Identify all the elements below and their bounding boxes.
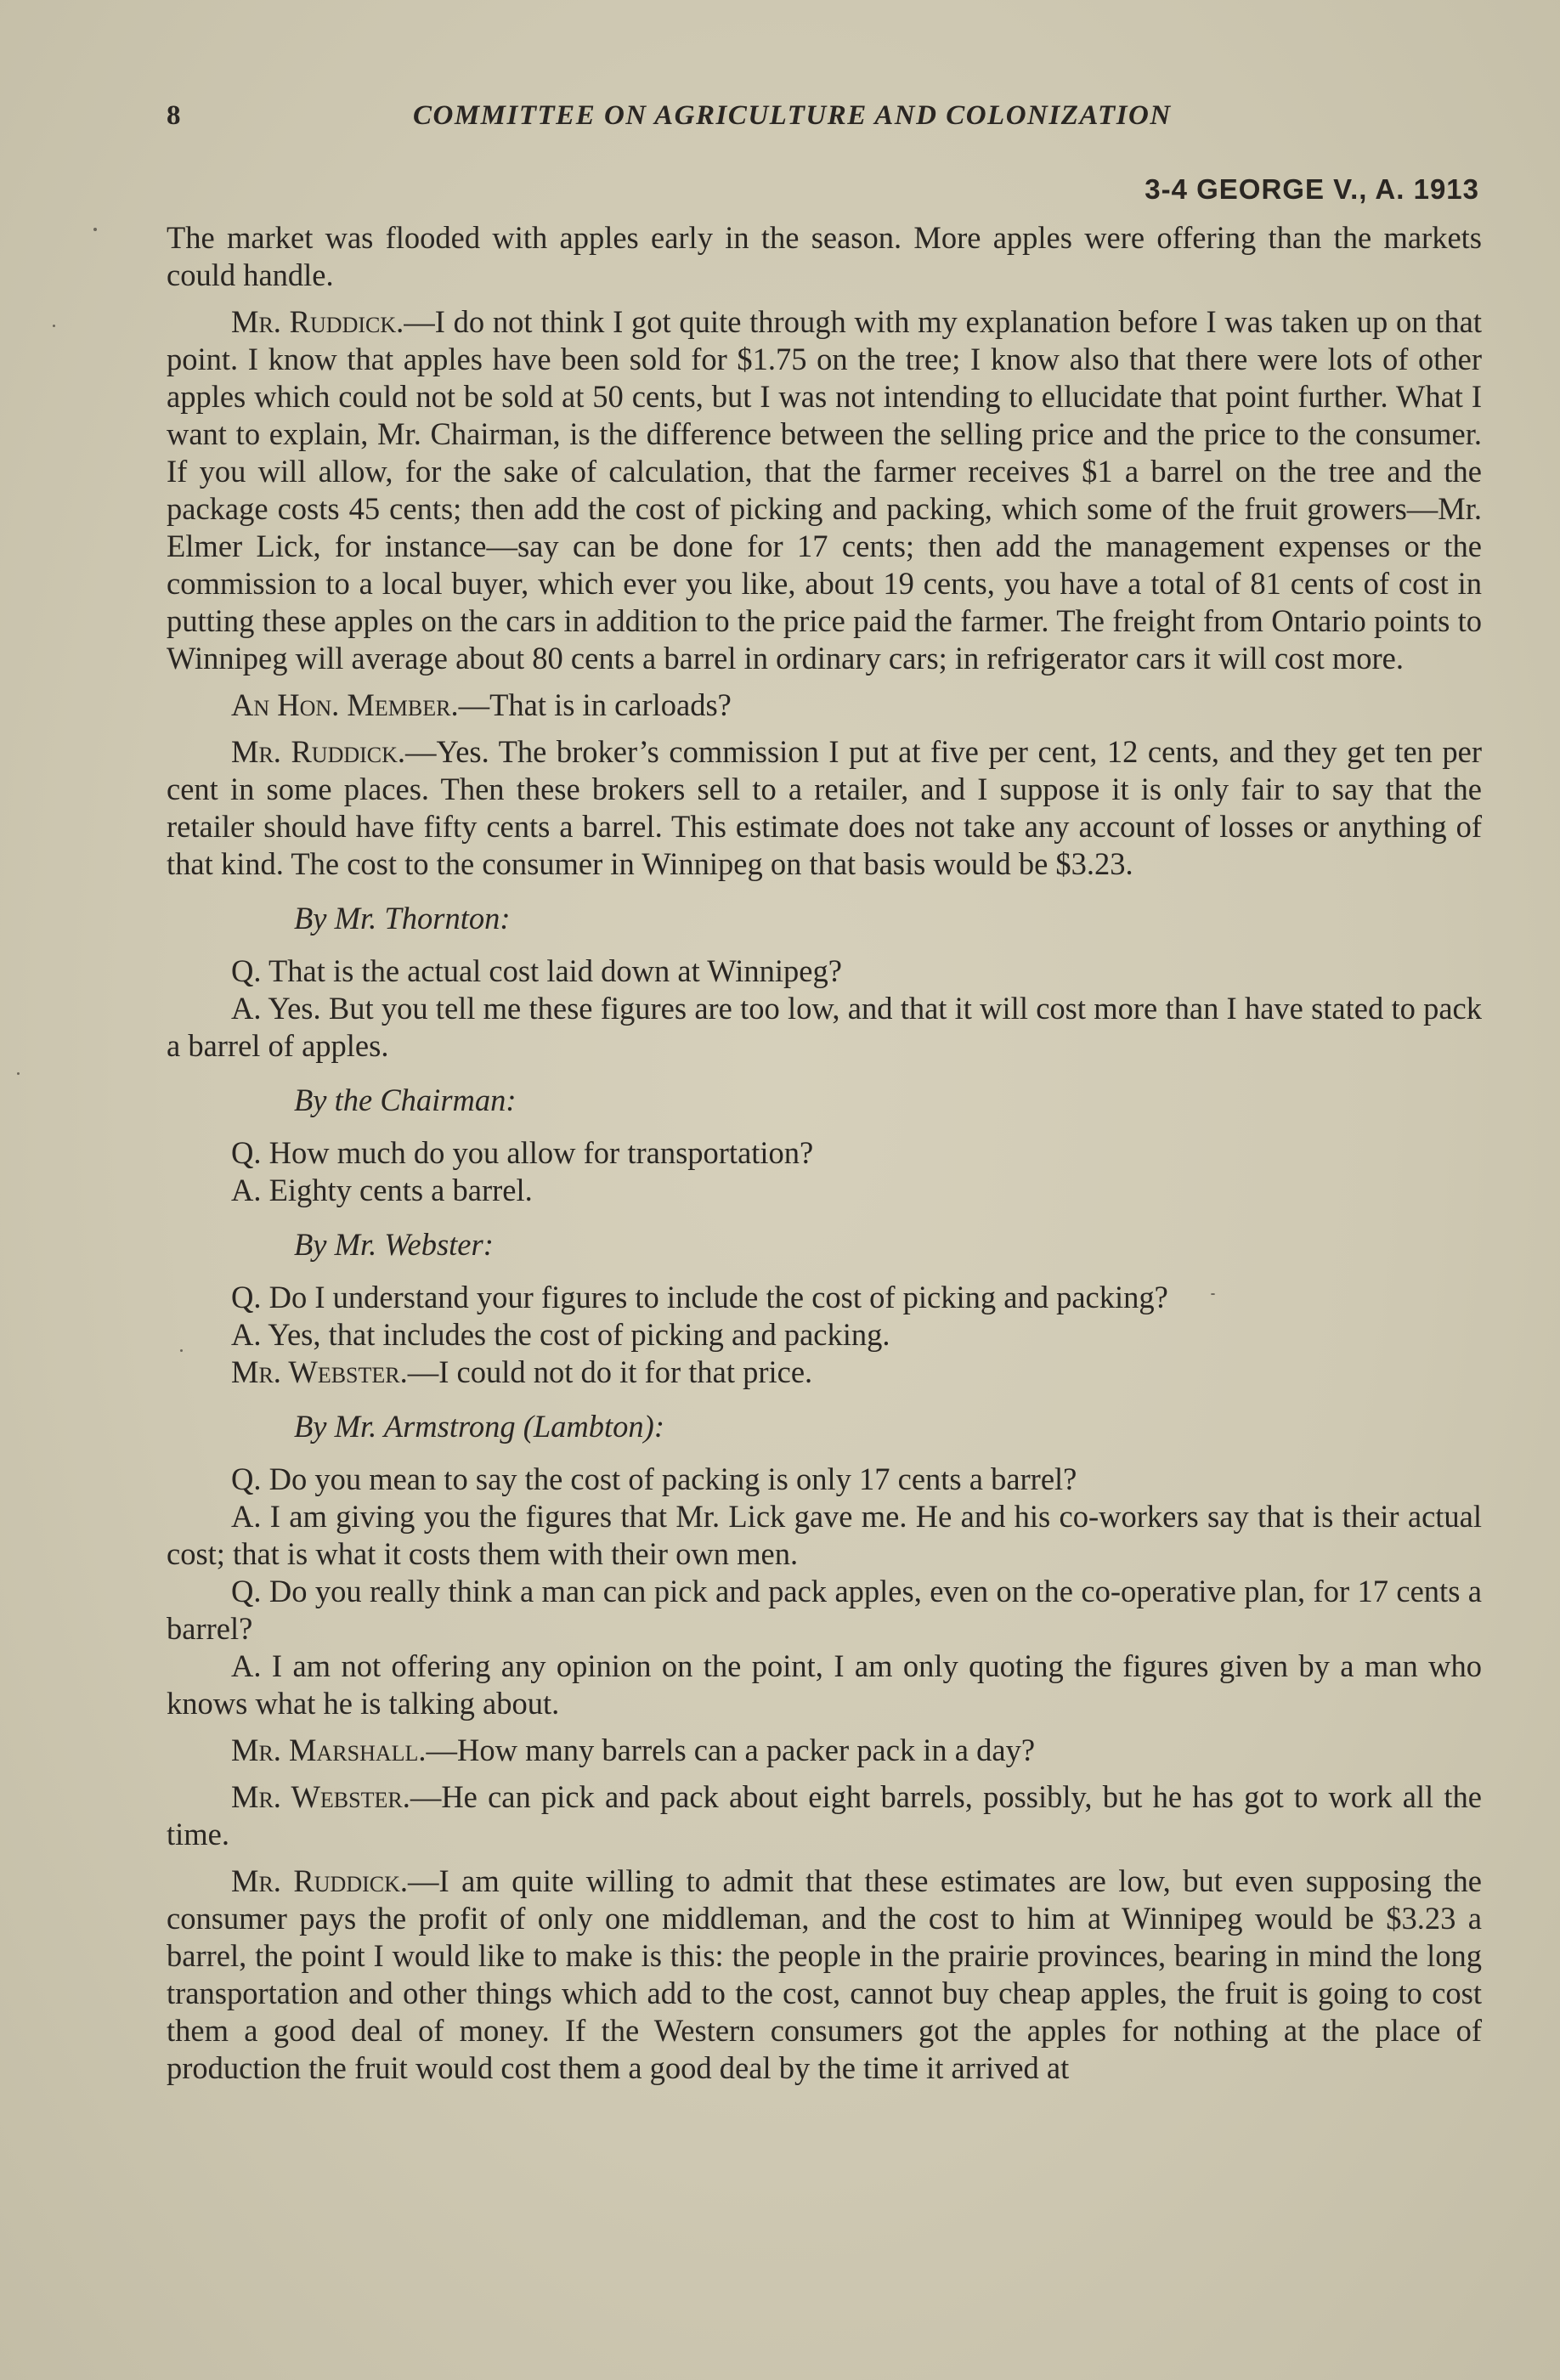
paper-speck bbox=[180, 1349, 183, 1352]
running-title: COMMITTEE ON AGRICULTURE AND COLONIZATION bbox=[413, 100, 1172, 131]
speech-text: —Yes. The broker’s commission I put at five per cent, 12 cents, and they get ten per cent in some places. Then these brokers sell to a retailer, and I suppose it is only fair to say that the retailer should have fifty cents a barrel. This estimate does not take any account of losses or anything of that kind. The cost to the consumer in Winnipeg on that basis would be $3.23. bbox=[167, 734, 1483, 881]
answer-text: A. I am giving you the figures that Mr. Lick gave me. He and his co-workers say that is their actual cost; that is what it costs them with their own men. bbox=[167, 1499, 1482, 1571]
speaker-name: Mr. Marshall. bbox=[231, 1733, 427, 1767]
question-text: Q. That is the actual cost laid down at Winnipeg? bbox=[231, 953, 842, 988]
paragraph bbox=[167, 219, 1482, 294]
paper-speck bbox=[17, 1072, 20, 1075]
speech-paragraph bbox=[167, 733, 1482, 883]
speech-text: —How many barrels can a packer pack in a day? bbox=[426, 1733, 1036, 1767]
speaker-name: An Hon. Member. bbox=[231, 687, 459, 722]
speech-paragraph bbox=[167, 1354, 1482, 1391]
paper-speck bbox=[53, 325, 55, 327]
examiner-heading: By Mr. Webster: bbox=[294, 1227, 494, 1262]
question-text: Q. Do you really think a man can pick and pack apples, even on the co-operative plan, for 17 cents a barrel? bbox=[167, 1574, 1482, 1646]
answer bbox=[167, 1172, 1482, 1209]
question bbox=[167, 953, 1482, 990]
speech-text: —That is in carloads? bbox=[458, 687, 732, 722]
question bbox=[167, 1279, 1482, 1316]
speaker-name: Mr. Ruddick. bbox=[231, 734, 406, 769]
speaker-name: Mr. Webster. bbox=[231, 1354, 408, 1389]
answer-text: A. I am not offering any opinion on the point, I am only quoting the figures given by a man who knows what he is talking about. bbox=[167, 1648, 1482, 1721]
question bbox=[167, 1573, 1482, 1648]
examiner-heading: By Mr. Thornton: bbox=[294, 901, 511, 936]
question bbox=[167, 1461, 1482, 1498]
question-text: Q. How much do you allow for transportation? bbox=[231, 1135, 814, 1170]
speech-text: —I could not do it for that price. bbox=[407, 1354, 813, 1389]
question bbox=[167, 1134, 1482, 1172]
speech-text: —I am quite willing to admit that these estimates are low, but even supposing the consumer pays the profit of only one middleman, and the cost to him at Winnipeg would be $3.23 a barrel, the point I would like to make is this: the people in the prairie provinces, bearing in mind the long transportation and other things which add to the cost, cannot buy cheap apples, the fruit is going to cost them a good deal of money. If the Western consumers got the apples for nothing at the place of production the fruit would cost them a good deal by the time it arrived at bbox=[167, 1863, 1482, 2085]
answer-text: A. Yes. But you tell me these figures are too low, and that it will cost more than I have stated to pack a barrel of apples. bbox=[167, 991, 1482, 1063]
answer bbox=[167, 990, 1482, 1065]
session-label: 3-4 GEORGE V., A. 1913 bbox=[1145, 173, 1479, 205]
speaker-name: Mr. Ruddick. bbox=[231, 1863, 408, 1898]
answer bbox=[167, 1316, 1482, 1354]
paragraph-text: The market was flooded with apples early in the season. More apples were offering than the markets could handle. bbox=[167, 220, 1482, 292]
examiner-heading: By the Chairman: bbox=[294, 1083, 517, 1117]
speech-paragraph bbox=[167, 1778, 1482, 1853]
answer-text: A. Yes, that includes the cost of picking and packing. bbox=[231, 1317, 890, 1352]
speech-paragraph bbox=[167, 1863, 1482, 2087]
speech-paragraph bbox=[167, 303, 1482, 677]
answer-text: A. Eighty cents a barrel. bbox=[231, 1173, 533, 1207]
speaker-name: Mr. Webster. bbox=[231, 1779, 410, 1814]
examiner-heading: By Mr. Armstrong (Lambton): bbox=[294, 1409, 664, 1444]
page-number: 8 bbox=[167, 100, 182, 131]
question-text: Q. Do I understand your figures to include the cost of picking and packing? bbox=[231, 1280, 1168, 1314]
speech-text: —I do not think I got quite through with my explanation before I was taken up on that point. I know that apples have been sold for $1.75 on the tree; I know also that there were lots of other apples which could not be sold at 50 cents, but I was not intending to ellucidate that point further. What I want to explain, Mr. Chairman, is the difference between the selling price and the price to the consumer. If you will allow, for the sake of calculation, that the farmer receives $1 a barrel on the tree and the package costs 45 cents; then add the cost of picking and packing, which some of the fruit growers—Mr. Elmer Lick, for instance—say can be done for 17 cents; then add the management expenses or the commission to a local buyer, which ever you like, about 19 cents, you have a total of 81 cents of cost in putting these apples on the cars in addition to the price paid the farmer. The freight from Ontario points to Winnipeg will average about 80 cents a barrel in ordinary cars; in refrigerator cars it will cost more. bbox=[167, 304, 1482, 676]
speech-text: —He can pick and pack about eight barrels, possibly, but he has got to work all the time. bbox=[167, 1779, 1482, 1851]
speaker-name: Mr. Ruddick. bbox=[231, 304, 404, 339]
answer bbox=[167, 1648, 1482, 1722]
document-body bbox=[167, 219, 1482, 2096]
speech-paragraph bbox=[167, 1732, 1482, 1769]
question-text: Q. Do you mean to say the cost of packing is only 17 cents a barrel? bbox=[231, 1461, 1077, 1496]
answer bbox=[167, 1498, 1482, 1573]
speech-paragraph bbox=[167, 687, 1482, 724]
paper-speck bbox=[93, 228, 97, 231]
paper-speck bbox=[1211, 1293, 1215, 1295]
